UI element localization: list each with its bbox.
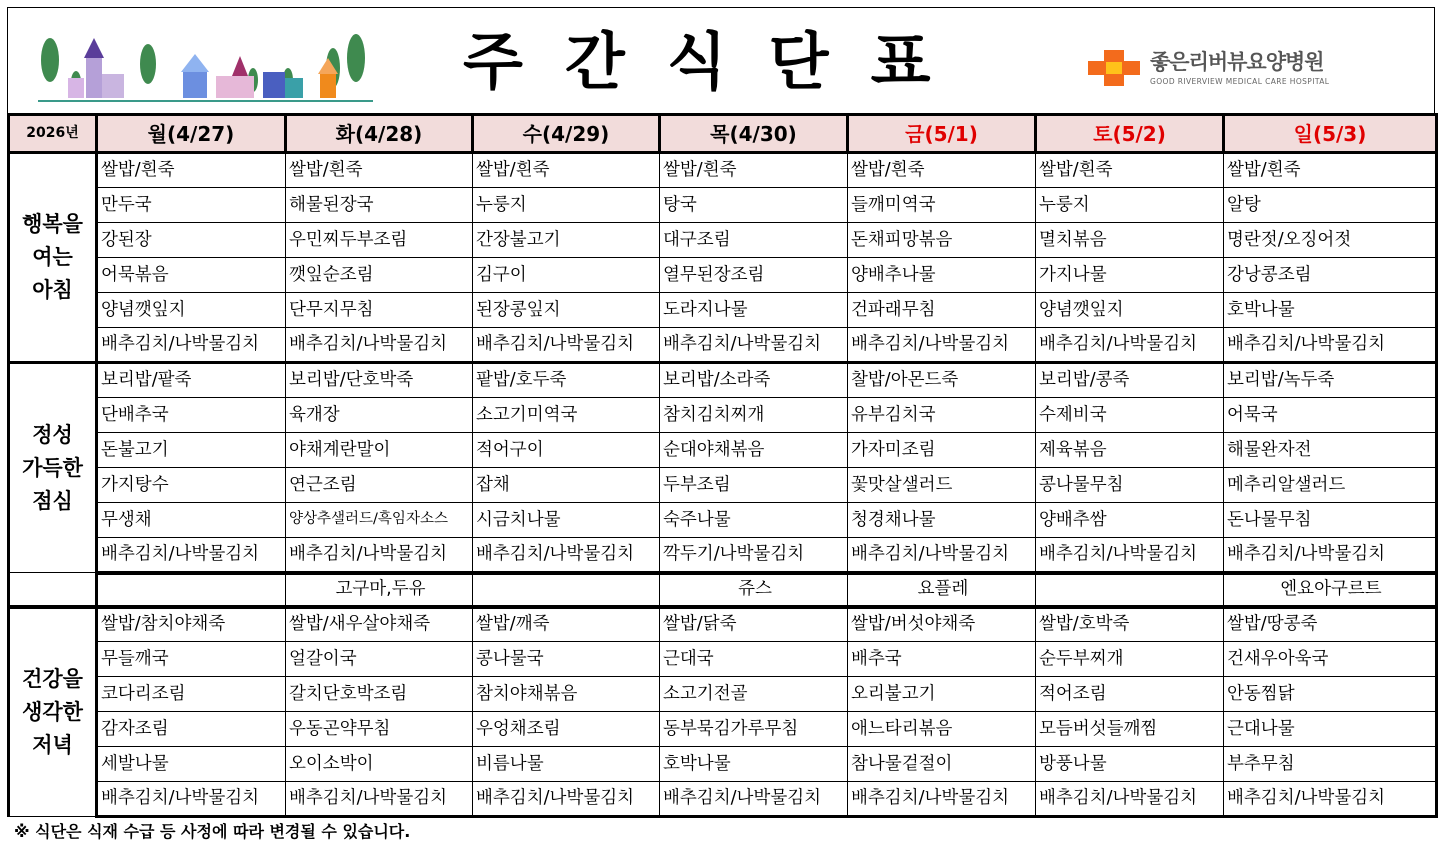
day-header-row bbox=[9, 115, 1437, 153]
menu-cell: 건파래무침 bbox=[848, 293, 1036, 328]
menu-cell: 가자미조림 bbox=[848, 433, 1036, 468]
weekly-menu-table bbox=[7, 113, 1438, 818]
menu-cell: 참치야채볶음 bbox=[473, 677, 660, 712]
menu-cell: 애느타리볶음 bbox=[848, 712, 1036, 747]
menu-cell: 콩나물국 bbox=[473, 642, 660, 677]
meal-label bbox=[9, 153, 97, 363]
meal-label-text: 정성 가득한 점심 bbox=[22, 422, 83, 513]
menu-cell: 보리밥/팥죽 bbox=[97, 363, 286, 398]
menu-cell: 배추김치/나박물김치 bbox=[660, 328, 848, 363]
menu-cell: 양념깻잎지 bbox=[97, 293, 286, 328]
snack-cell: 엔요아구르트 bbox=[1224, 573, 1437, 607]
menu-cell: 보리밥/소라죽 bbox=[660, 363, 848, 398]
menu-cell: 쌀밥/땅콩죽 bbox=[1224, 607, 1437, 642]
menu-cell: 쌀밥/깨죽 bbox=[473, 607, 660, 642]
menu-row bbox=[9, 712, 1437, 747]
menu-cell: 야채계란말이 bbox=[286, 433, 473, 468]
menu-cell: 배추김치/나박물김치 bbox=[848, 538, 1036, 573]
menu-cell: 쌀밥/흰죽 bbox=[1036, 153, 1224, 188]
menu-cell: 부추무침 bbox=[1224, 747, 1437, 782]
menu-cell: 쌀밥/흰죽 bbox=[473, 153, 660, 188]
menu-row bbox=[9, 293, 1437, 328]
menu-cell: 안동찜닭 bbox=[1224, 677, 1437, 712]
day-header: 토(5/2) bbox=[1036, 115, 1224, 153]
snack-cell: 요플레 bbox=[848, 573, 1036, 607]
menu-cell: 호박나물 bbox=[1224, 293, 1437, 328]
hospital-name: 좋은리버뷰요양병원 bbox=[1150, 50, 1324, 74]
menu-cell: 양배추나물 bbox=[848, 258, 1036, 293]
menu-cell: 양상추샐러드/흑임자소스 bbox=[286, 503, 473, 538]
menu-cell: 보리밥/콩죽 bbox=[1036, 363, 1224, 398]
menu-cell: 갈치단호박조림 bbox=[286, 677, 473, 712]
meal-label bbox=[9, 363, 97, 573]
menu-cell: 소고기전골 bbox=[660, 677, 848, 712]
menu-cell: 배추김치/나박물김치 bbox=[848, 782, 1036, 817]
hospital-cross-icon bbox=[1086, 50, 1142, 86]
menu-cell: 김구이 bbox=[473, 258, 660, 293]
menu-row bbox=[9, 258, 1437, 293]
menu-cell: 깍두기/나박물김치 bbox=[660, 538, 848, 573]
meal-label-text: 행복을 여는 아침 bbox=[22, 212, 83, 302]
menu-cell: 만두국 bbox=[97, 188, 286, 223]
menu-cell: 제육볶음 bbox=[1036, 433, 1224, 468]
menu-cell: 팥밥/호두죽 bbox=[473, 363, 660, 398]
menu-cell: 강된장 bbox=[97, 223, 286, 258]
menu-cell: 두부조림 bbox=[660, 468, 848, 503]
day-header: 금(5/1) bbox=[848, 115, 1036, 153]
menu-cell: 어묵국 bbox=[1224, 398, 1437, 433]
menu-cell: 배추김치/나박물김치 bbox=[473, 328, 660, 363]
menu-cell: 근대국 bbox=[660, 642, 848, 677]
snack-cell bbox=[473, 573, 660, 607]
menu-row bbox=[9, 328, 1437, 363]
menu-cell: 쌀밥/버섯야채죽 bbox=[848, 607, 1036, 642]
menu-cell: 대구조림 bbox=[660, 223, 848, 258]
menu-cell: 간장불고기 bbox=[473, 223, 660, 258]
menu-cell: 오이소박이 bbox=[286, 747, 473, 782]
menu-cell: 동부묵김가루무침 bbox=[660, 712, 848, 747]
menu-cell: 탕국 bbox=[660, 188, 848, 223]
menu-cell: 쌀밥/흰죽 bbox=[97, 153, 286, 188]
snack-cell bbox=[97, 573, 286, 607]
menu-cell: 누룽지 bbox=[1036, 188, 1224, 223]
menu-cell: 쌀밥/흰죽 bbox=[848, 153, 1036, 188]
menu-cell: 우동곤약무침 bbox=[286, 712, 473, 747]
menu-cell: 소고기미역국 bbox=[473, 398, 660, 433]
menu-cell: 시금치나물 bbox=[473, 503, 660, 538]
menu-row bbox=[9, 188, 1437, 223]
menu-cell: 열무된장조림 bbox=[660, 258, 848, 293]
menu-cell: 배추김치/나박물김치 bbox=[660, 782, 848, 817]
menu-cell: 돈불고기 bbox=[97, 433, 286, 468]
menu-cell: 호박나물 bbox=[660, 747, 848, 782]
menu-cell: 육개장 bbox=[286, 398, 473, 433]
year-label: 2026년 bbox=[9, 115, 97, 153]
meal-label bbox=[9, 607, 97, 817]
menu-cell: 어묵볶음 bbox=[97, 258, 286, 293]
menu-cell: 연근조림 bbox=[286, 468, 473, 503]
menu-cell: 쌀밥/흰죽 bbox=[660, 153, 848, 188]
menu-cell: 청경채나물 bbox=[848, 503, 1036, 538]
menu-cell: 쌀밥/닭죽 bbox=[660, 607, 848, 642]
menu-cell: 수제비국 bbox=[1036, 398, 1224, 433]
menu-cell: 쌀밥/호박죽 bbox=[1036, 607, 1224, 642]
menu-cell: 배추김치/나박물김치 bbox=[1036, 782, 1224, 817]
menu-cell: 우민찌두부조림 bbox=[286, 223, 473, 258]
menu-row bbox=[9, 747, 1437, 782]
menu-cell: 해물된장국 bbox=[286, 188, 473, 223]
menu-cell: 잡채 bbox=[473, 468, 660, 503]
day-header: 수(4/29) bbox=[473, 115, 660, 153]
menu-row bbox=[9, 153, 1437, 188]
menu-row bbox=[9, 223, 1437, 258]
hospital-name-en: GOOD RIVERVIEW MEDICAL CARE HOSPITAL bbox=[1150, 77, 1330, 86]
day-header: 월(4/27) bbox=[97, 115, 286, 153]
menu-row bbox=[9, 642, 1437, 677]
menu-cell: 누룽지 bbox=[473, 188, 660, 223]
menu-cell: 멸치볶음 bbox=[1036, 223, 1224, 258]
village-illustration-icon bbox=[38, 30, 373, 108]
menu-cell: 배추김치/나박물김치 bbox=[286, 328, 473, 363]
menu-cell: 쌀밥/참치야채죽 bbox=[97, 607, 286, 642]
hospital-text bbox=[1150, 49, 1329, 87]
menu-cell: 해물완자전 bbox=[1224, 433, 1437, 468]
menu-cell: 강낭콩조림 bbox=[1224, 258, 1437, 293]
menu-row bbox=[9, 503, 1437, 538]
menu-row bbox=[9, 398, 1437, 433]
menu-cell: 배추김치/나박물김치 bbox=[473, 782, 660, 817]
menu-cell: 돈채피망볶음 bbox=[848, 223, 1036, 258]
menu-cell: 배추김치/나박물김치 bbox=[1224, 328, 1437, 363]
menu-cell: 된장콩잎지 bbox=[473, 293, 660, 328]
menu-row bbox=[9, 433, 1437, 468]
day-header: 일(5/3) bbox=[1224, 115, 1437, 153]
menu-cell: 배추국 bbox=[848, 642, 1036, 677]
menu-cell: 코다리조림 bbox=[97, 677, 286, 712]
menu-cell: 감자조림 bbox=[97, 712, 286, 747]
menu-cell: 참치김치찌개 bbox=[660, 398, 848, 433]
menu-cell: 단배추국 bbox=[97, 398, 286, 433]
menu-cell: 가지탕수 bbox=[97, 468, 286, 503]
title-banner bbox=[7, 7, 1435, 113]
menu-cell: 배추김치/나박물김치 bbox=[97, 782, 286, 817]
menu-cell: 비름나물 bbox=[473, 747, 660, 782]
menu-cell: 배추김치/나박물김치 bbox=[97, 538, 286, 573]
menu-cell: 배추김치/나박물김치 bbox=[1224, 538, 1437, 573]
menu-cell: 알탕 bbox=[1224, 188, 1437, 223]
snack-cell bbox=[1036, 573, 1224, 607]
menu-cell: 순대야채볶음 bbox=[660, 433, 848, 468]
menu-cell: 깻잎순조림 bbox=[286, 258, 473, 293]
menu-row bbox=[9, 538, 1437, 573]
menu-cell: 꽃맛살샐러드 bbox=[848, 468, 1036, 503]
menu-cell: 찰밥/아몬드죽 bbox=[848, 363, 1036, 398]
menu-cell: 우엉채조림 bbox=[473, 712, 660, 747]
menu-cell: 배추김치/나박물김치 bbox=[97, 328, 286, 363]
menu-cell: 얼갈이국 bbox=[286, 642, 473, 677]
menu-cell: 도라지나물 bbox=[660, 293, 848, 328]
menu-cell: 콩나물무침 bbox=[1036, 468, 1224, 503]
snack-cell: 쥬스 bbox=[660, 573, 848, 607]
day-header: 목(4/30) bbox=[660, 115, 848, 153]
menu-cell: 무들깨국 bbox=[97, 642, 286, 677]
snack-row bbox=[9, 573, 1437, 607]
menu-cell: 쌀밥/흰죽 bbox=[1224, 153, 1437, 188]
menu-cell: 숙주나물 bbox=[660, 503, 848, 538]
day-header: 화(4/28) bbox=[286, 115, 473, 153]
menu-cell: 오리불고기 bbox=[848, 677, 1036, 712]
menu-cell: 배추김치/나박물김치 bbox=[286, 538, 473, 573]
menu-cell: 양념깻잎지 bbox=[1036, 293, 1224, 328]
menu-cell: 배추김치/나박물김치 bbox=[848, 328, 1036, 363]
menu-cell: 돈나물무침 bbox=[1224, 503, 1437, 538]
menu-cell: 단무지무침 bbox=[286, 293, 473, 328]
menu-cell: 배추김치/나박물김치 bbox=[1036, 538, 1224, 573]
menu-cell: 쌀밥/흰죽 bbox=[286, 153, 473, 188]
menu-cell: 쌀밥/새우살야채죽 bbox=[286, 607, 473, 642]
menu-cell: 명란젓/오징어젓 bbox=[1224, 223, 1437, 258]
menu-cell: 양배추쌈 bbox=[1036, 503, 1224, 538]
menu-cell: 건새우아욱국 bbox=[1224, 642, 1437, 677]
menu-cell: 근대나물 bbox=[1224, 712, 1437, 747]
menu-cell: 유부김치국 bbox=[848, 398, 1036, 433]
menu-cell: 보리밥/단호박죽 bbox=[286, 363, 473, 398]
menu-cell: 배추김치/나박물김치 bbox=[1036, 328, 1224, 363]
meal-label-text: 건강을 생각한 저녁 bbox=[22, 666, 83, 757]
menu-row bbox=[9, 607, 1437, 642]
page-title: 주간식단표 bbox=[463, 25, 973, 98]
menu-cell: 세발나물 bbox=[97, 747, 286, 782]
footer-note: ※ 식단은 식재 수급 등 사정에 따라 변경될 수 있습니다. bbox=[14, 822, 411, 841]
menu-row bbox=[9, 677, 1437, 712]
menu-cell: 배추김치/나박물김치 bbox=[473, 538, 660, 573]
menu-cell: 메추리알샐러드 bbox=[1224, 468, 1437, 503]
menu-row bbox=[9, 363, 1437, 398]
menu-cell: 가지나물 bbox=[1036, 258, 1224, 293]
menu-cell: 모듬버섯들깨찜 bbox=[1036, 712, 1224, 747]
menu-cell: 참나물겉절이 bbox=[848, 747, 1036, 782]
snack-label-blank bbox=[9, 573, 97, 607]
menu-cell: 배추김치/나박물김치 bbox=[286, 782, 473, 817]
menu-cell: 들깨미역국 bbox=[848, 188, 1036, 223]
menu-cell: 적어구이 bbox=[473, 433, 660, 468]
menu-cell: 무생채 bbox=[97, 503, 286, 538]
snack-cell: 고구마,두유 bbox=[286, 573, 473, 607]
hospital-logo bbox=[1086, 46, 1416, 90]
menu-cell: 방풍나물 bbox=[1036, 747, 1224, 782]
menu-cell: 적어조림 bbox=[1036, 677, 1224, 712]
menu-row bbox=[9, 782, 1437, 817]
menu-cell: 배추김치/나박물김치 bbox=[1224, 782, 1437, 817]
menu-row bbox=[9, 468, 1437, 503]
menu-cell: 보리밥/녹두죽 bbox=[1224, 363, 1437, 398]
menu-cell: 순두부찌개 bbox=[1036, 642, 1224, 677]
